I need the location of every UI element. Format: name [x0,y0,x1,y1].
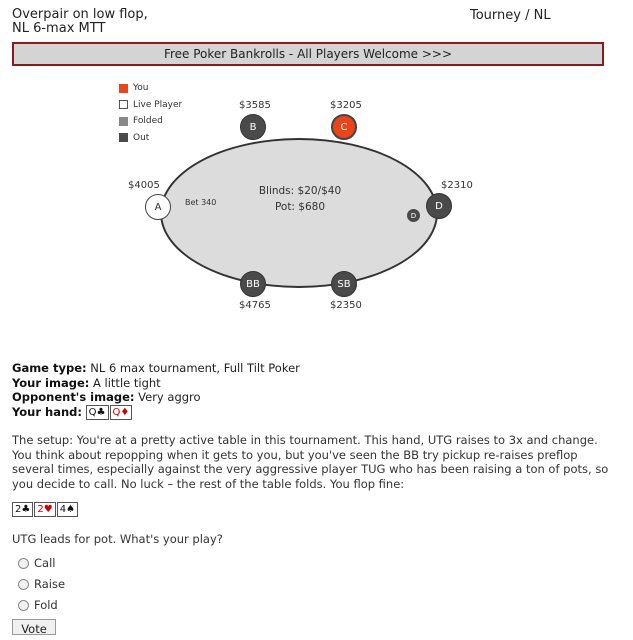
table-center-info [240,183,360,215]
seat-c-stack: $3205 [330,100,362,111]
game-type-label: Game type: [12,361,87,375]
table-legend [119,80,182,146]
legend-swatch-live-player [119,100,128,109]
pot-text: Pot: $680 [274,201,326,213]
opponent-image-row [12,390,300,405]
vote-button[interactable]: Vote [12,619,56,635]
seat-bb-stack: $4765 [239,300,271,311]
flop-cards [12,502,79,517]
poll-option-call[interactable] [18,556,55,570]
seat-d-stack: $2310 [441,180,473,191]
poll-option-label[interactable]: Call [34,556,56,570]
legend-swatch-out [119,133,128,142]
legend-label: Live Player [133,99,183,110]
hand-title [12,8,148,36]
seat-a: A [145,194,171,220]
blinds-text: Blinds: $20/$40 [258,185,342,197]
opponent-image-label: Opponent's image: [12,390,135,404]
setup-paragraph: The setup: You're at a pretty active table in this tournament. This hand, UTG raises to 3x and change. You think about repopping when it gets to you, but you've seen the BB try pickup re-raises preflop several times, especially against the very aggressive player TUG who has been raising a ton of pots, so you decide to call. No luck – the rest of the table folds. You flop fine: [12,433,609,491]
hand-title-line1: Overpair on low flop, [12,7,148,22]
legend-item-out [119,130,182,147]
seat-b: B [240,114,266,140]
your-hand-label: Your hand: [12,404,82,419]
legend-item-you [119,80,182,97]
game-type-row [12,361,300,376]
legend-swatch-folded [119,117,128,126]
poll-question: UTG leads for pot. What's your play? [12,532,223,546]
promo-banner-link[interactable]: Free Poker Bankrolls - All Players Welcome >>> [12,42,604,66]
category-label: Tourney / NL [470,8,551,23]
seat-d: D [426,193,452,219]
legend-label: Folded [133,116,163,127]
your-hand-row [12,405,300,420]
seat-bb: BB [240,271,266,297]
flop-card: 2♥ [34,502,55,517]
opponent-image-value: Very aggro [138,390,201,404]
hand-info [12,361,300,420]
seat-a-stack: $4005 [128,180,160,191]
poll-option-label[interactable]: Fold [34,598,58,612]
radio-fold[interactable] [18,600,29,611]
seat-b-stack: $3585 [239,100,271,111]
radio-call[interactable] [18,558,29,569]
legend-swatch-you [119,84,128,93]
dealer-button: D [407,209,420,222]
flop-card: 2♣ [12,502,33,517]
seat-sb: SB [331,271,357,297]
seat-sb-stack: $2350 [330,300,362,311]
poll-option-fold[interactable] [18,598,58,612]
hole-card: Q♦ [110,405,133,420]
seat-c-you: C [331,114,357,140]
legend-label: You [133,83,149,94]
your-image-label: Your image: [12,375,90,390]
poll-option-label[interactable]: Raise [34,577,66,591]
radio-raise[interactable] [18,579,29,590]
poll-option-raise[interactable] [18,577,65,591]
hand-title-line2: NL 6-max MTT [12,21,106,36]
your-image-value: A little tight [93,375,161,390]
flop-card: 4♠ [57,502,78,517]
game-type-value: NL 6 max tournament, Full Tilt Poker [90,361,300,375]
hole-card: Q♣ [86,405,109,420]
legend-item-folded [119,113,182,130]
seat-a-bet: Bet 340 [185,198,217,207]
your-image-row [12,376,300,391]
legend-label: Out [133,132,150,143]
legend-item-live-player [119,97,182,114]
